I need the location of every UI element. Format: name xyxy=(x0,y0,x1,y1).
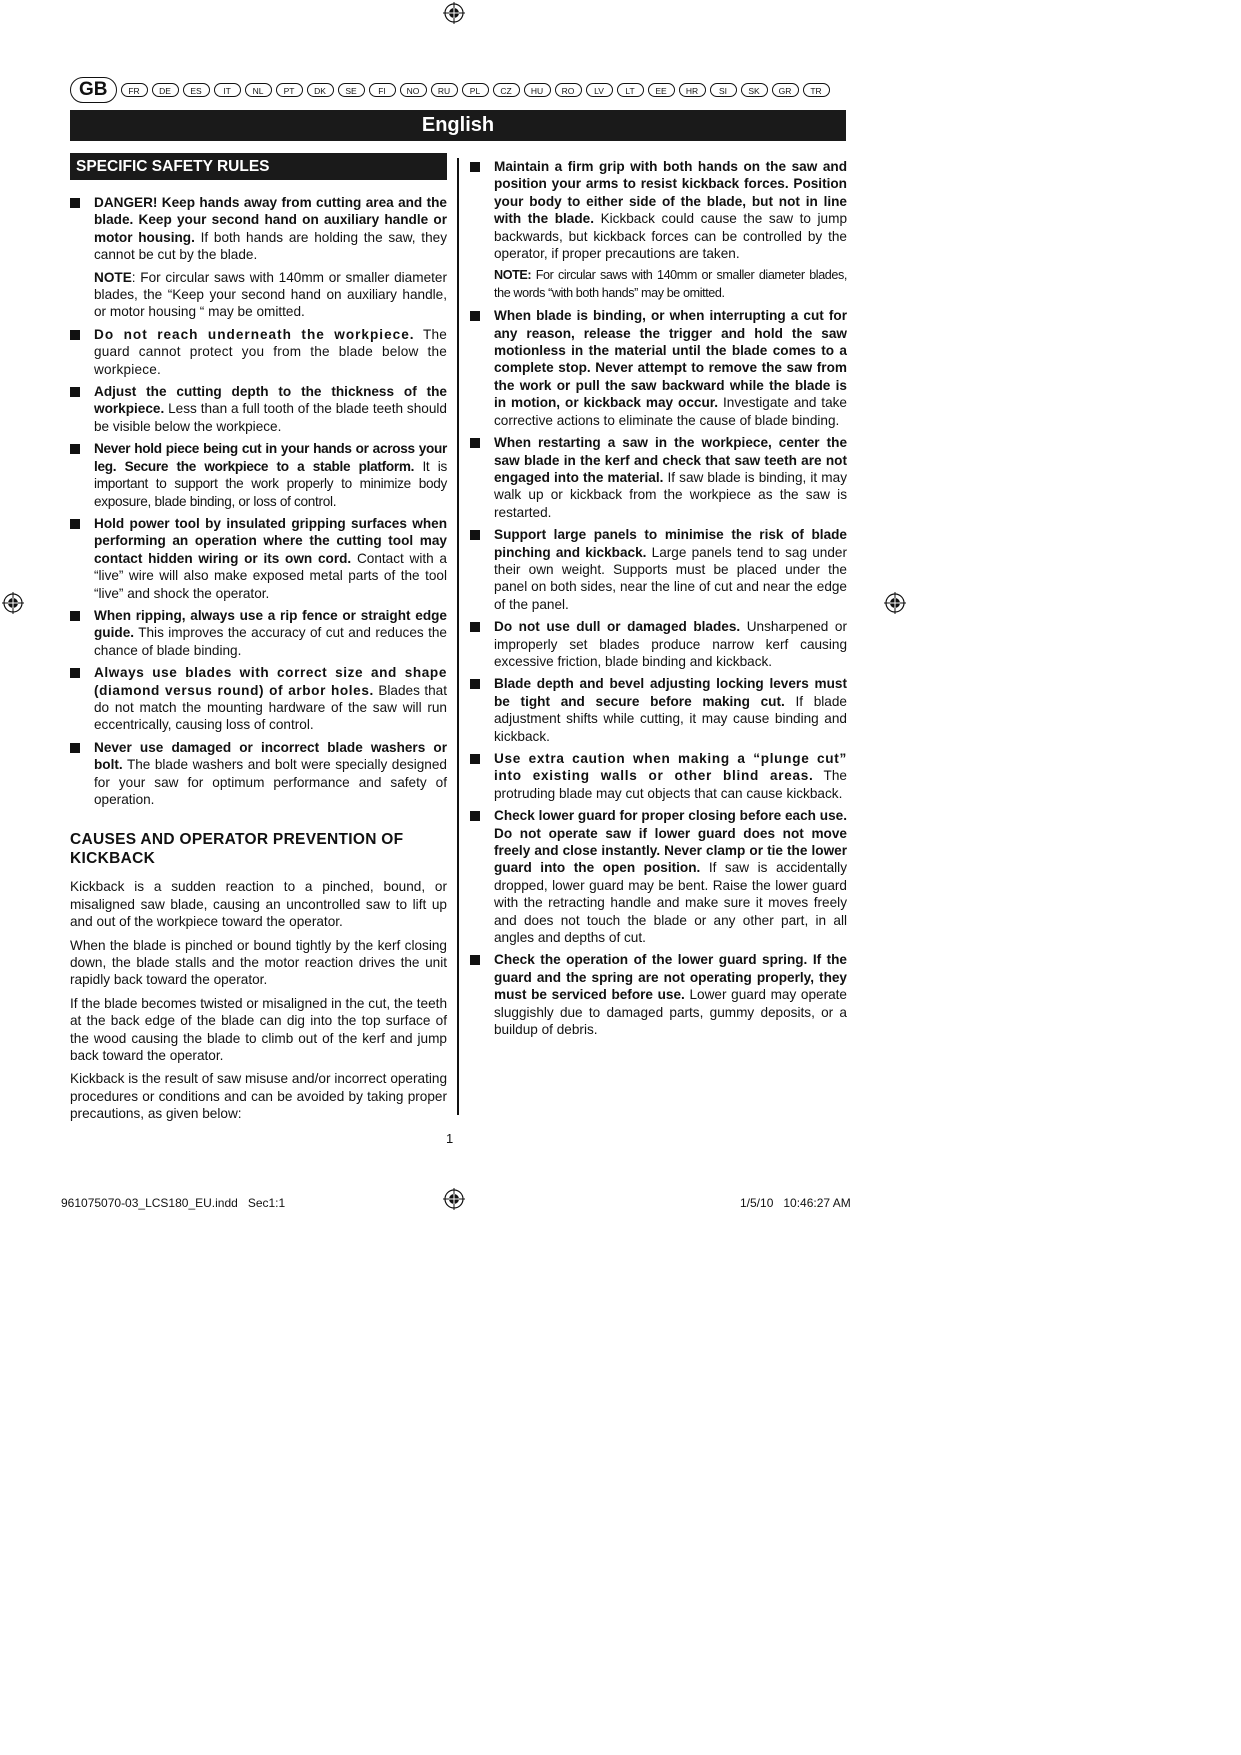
list-item xyxy=(470,158,847,302)
registration-mark-icon xyxy=(443,2,465,24)
language-badge: NL xyxy=(245,83,272,97)
list-item xyxy=(470,807,847,946)
item-text: Contact with a “live” wire will also make exposed metal parts of the tool “live” and shock the operator. xyxy=(94,550,447,601)
list-item xyxy=(470,434,847,521)
language-badge: RU xyxy=(431,83,458,97)
paragraph: Kickback is a sudden reaction to a pinched, bound, or misaligned saw blade, causing an uncontrolled saw to lift up and out of the workpiece toward the operator. xyxy=(70,879,447,930)
note-label: NOTE xyxy=(94,269,132,285)
language-badge: SK xyxy=(741,83,768,97)
list-item xyxy=(470,307,847,429)
item-bold-text: Do not reach underneath the workpiece. xyxy=(94,326,415,342)
language-badge: PL xyxy=(462,83,489,97)
item-bold-text: Adjust the cutting depth to the thickness of the workpiece. xyxy=(94,384,447,417)
section-heading-safety: SPECIFIC SAFETY RULES xyxy=(70,153,447,180)
bullet-square-icon xyxy=(470,438,480,448)
page-number: 1 xyxy=(446,1131,454,1146)
language-badge: ES xyxy=(183,83,210,97)
bullet-square-icon xyxy=(70,444,80,454)
item-bold-text: Maintain a firm grip with both hands on the saw and position your arms to resist kickback forces. Position your body to either side of the blade, but not in line with the blade. xyxy=(494,159,847,227)
footer-datetime: 1/5/10 10:46:27 AM xyxy=(740,1196,851,1210)
language-badge: LT xyxy=(617,83,644,97)
right-column xyxy=(470,158,847,1044)
list-item xyxy=(70,515,447,602)
language-badge: IT xyxy=(214,83,241,97)
item-bold-text: Always use blades with correct size and shape (diamond versus round) of arbor holes. xyxy=(94,665,447,698)
paragraph: Kickback is the result of saw misuse and/or incorrect operating procedures or conditions and can be avoided by taking proper precautions, as given below: xyxy=(70,1071,447,1122)
list-item xyxy=(70,607,447,659)
language-badge: SE xyxy=(338,83,365,97)
bullet-square-icon xyxy=(470,162,480,172)
language-badge: RO xyxy=(555,83,582,97)
registration-mark-icon xyxy=(884,592,906,614)
list-item xyxy=(470,951,847,1038)
language-badge: PT xyxy=(276,83,303,97)
item-bold-text: Do not use dull or damaged blades. xyxy=(494,619,741,635)
list-item xyxy=(70,440,447,510)
item-text: Kickback could cause the saw to jump backwards, but kickback forces can be controlled by the operator, if proper precautions are taken. xyxy=(494,211,848,262)
language-badge: DK xyxy=(307,83,334,97)
bullet-square-icon xyxy=(470,311,480,321)
paragraph: If the blade becomes twisted or misaligned in the cut, the teeth at the back edge of the blade can dig into the top surface of the wood causing the blade to climb out of the kerf and jump back toward the operator. xyxy=(70,995,447,1064)
bullet-square-icon xyxy=(70,330,80,340)
item-text: If blade adjustment shifts while cutting, it may cause binding and kickback. xyxy=(494,693,847,744)
list-item xyxy=(70,194,447,321)
language-badge: DE xyxy=(152,83,179,97)
list-item xyxy=(70,664,447,734)
section-heading-kickback: CAUSES AND OPERATOR PREVENTION OF KICKBACK xyxy=(70,831,404,868)
item-bold-text: Check lower guard for proper closing before each use. Do not operate saw if lower guard does not move freely and close instantly. Never clamp or tie the lower guard into the open position. xyxy=(494,808,847,876)
note xyxy=(494,267,847,302)
item-text: This improves the accuracy of cut and reduces the chance of blade binding. xyxy=(94,625,447,658)
list-item xyxy=(470,618,847,670)
list-item xyxy=(70,739,447,809)
registration-mark-icon xyxy=(443,1188,465,1210)
item-bold-text: Support large panels to minimise the risk of blade pinching and kickback. xyxy=(494,527,847,560)
language-badge: FI xyxy=(369,83,396,97)
bullet-square-icon xyxy=(70,519,80,529)
item-text: If saw is accidentally dropped, lower guard may be bent. Raise the lower guard with the retracting handle and make sure it moves freely and does not touch the blade or any other part, in all angles and depths of cut. xyxy=(494,860,847,946)
item-bold-text: When restarting a saw in the workpiece, center the saw blade in the kerf and check that saw teeth are not engaged into the material. xyxy=(494,435,847,485)
bullet-square-icon xyxy=(70,743,80,753)
language-badge: FR xyxy=(121,83,148,97)
list-item xyxy=(70,383,447,435)
item-text: It is important to support the work properly to minimize body exposure, blade binding, or loss of control. xyxy=(94,458,447,509)
registration-mark-icon xyxy=(2,592,24,614)
list-item xyxy=(70,326,447,378)
bullet-square-icon xyxy=(470,622,480,632)
item-text: The blade washers and bolt were specially designed for your saw for optimum performance and safety of operation. xyxy=(94,757,447,807)
language-badge: GR xyxy=(772,83,799,97)
list-item xyxy=(470,750,847,802)
bullet-square-icon xyxy=(70,198,80,208)
bullet-square-icon xyxy=(470,811,480,821)
item-bold-text: Hold power tool by insulated gripping surfaces when performing an operation where the cutting tool may contact hidden wiring or its own cord. xyxy=(94,515,447,566)
note-text: For circular saws with 140mm or smaller diameter blades, the words “with both hands” may be omitted. xyxy=(494,268,847,300)
current-language-badge: GB xyxy=(70,77,117,103)
item-bold-text: Use extra caution when making a “plunge cut” into existing walls or other blind areas. xyxy=(494,751,847,784)
bullet-square-icon xyxy=(70,668,80,678)
bullet-square-icon xyxy=(470,679,480,689)
item-text: Unsharpened or improperly set blades produce narrow kerf causing excessive friction, blade binding and kickback. xyxy=(494,619,847,669)
item-text: The protruding blade may cut objects that can cause kickback. xyxy=(494,768,847,801)
list-item xyxy=(470,526,847,613)
bullet-square-icon xyxy=(70,387,80,397)
item-bold-text: Never hold piece being cut in your hands or across your leg. Secure the workpiece to a stable platform. xyxy=(94,441,447,474)
language-badge: TR xyxy=(803,83,830,97)
item-text: The guard cannot protect you from the blade below the workpiece. xyxy=(94,326,447,377)
left-column xyxy=(70,153,447,1129)
item-bold-text: When ripping, always use a rip fence or straight edge guide. xyxy=(94,607,447,641)
list-item xyxy=(470,675,847,745)
bullet-square-icon xyxy=(70,611,80,621)
item-text: Less than a full tooth of the blade teeth should be visible below the workpiece. xyxy=(94,401,447,434)
language-bar xyxy=(70,77,845,103)
bullet-square-icon xyxy=(470,530,480,540)
item-text: If saw blade is binding, it may walk up or kickback from the workpiece as the saw is restarted. xyxy=(494,469,847,520)
note-label: NOTE: xyxy=(494,268,532,283)
language-badge: CZ xyxy=(493,83,520,97)
note xyxy=(94,269,447,321)
item-bold-text: DANGER! Keep hands away from cutting area and the blade. Keep your second hand on auxiliary handle or motor housing. xyxy=(94,195,447,245)
page-title: English xyxy=(70,110,846,141)
language-badge: HU xyxy=(524,83,551,97)
item-text: Lower guard may operate sluggishly due to damaged parts, gummy deposits, or a buildup of debris. xyxy=(494,987,847,1038)
footer-file-info: 961075070-03_LCS180_EU.indd Sec1:1 xyxy=(61,1196,286,1210)
item-text: Large panels tend to sag under their own weight. Supports must be placed under the panel on both sides, near the line of cut and near the edge of the panel. xyxy=(494,544,847,612)
language-badge: SI xyxy=(710,83,737,97)
column-divider xyxy=(457,158,459,1115)
language-badge: HR xyxy=(679,83,706,97)
bullet-square-icon xyxy=(470,955,480,965)
note-text: : For circular saws with 140mm or smaller diameter blades, the “Keep your second hand on auxiliary handle, or motor housing “ may be omitted. xyxy=(94,269,447,320)
language-badge: NO xyxy=(400,83,427,97)
item-bold-text: Check the operation of the lower guard spring. If the guard and the spring are not operating properly, they must be serviced before use. xyxy=(494,952,847,1003)
bullet-square-icon xyxy=(470,754,480,764)
item-text: Investigate and take corrective actions to eliminate the cause of blade binding. xyxy=(494,395,847,428)
item-bold-text: Never use damaged or incorrect blade washers or bolt. xyxy=(94,739,447,773)
language-badge: LV xyxy=(586,83,613,97)
item-bold-text: When blade is binding, or when interrupting a cut for any reason, release the trigger and hold the saw motionless in the material until the blade comes to a complete stop. Never attempt to remove the saw from the work or pull the saw backward while the blade is in motion, or kickback may occur. xyxy=(494,308,847,411)
item-bold-text: Blade depth and bevel adjusting locking levers must be tight and secure before making cut. xyxy=(494,676,847,709)
item-text: If both hands are holding the saw, they cannot be cut by the blade. xyxy=(94,229,448,263)
paragraph: When the blade is pinched or bound tightly by the kerf closing down, the blade stalls and the motor reaction drives the unit rapidly back toward the operator. xyxy=(70,937,447,988)
item-text: Blades that do not match the mounting hardware of the saw will run eccentrically, causing loss of control. xyxy=(94,682,448,733)
language-badge: EE xyxy=(648,83,675,97)
